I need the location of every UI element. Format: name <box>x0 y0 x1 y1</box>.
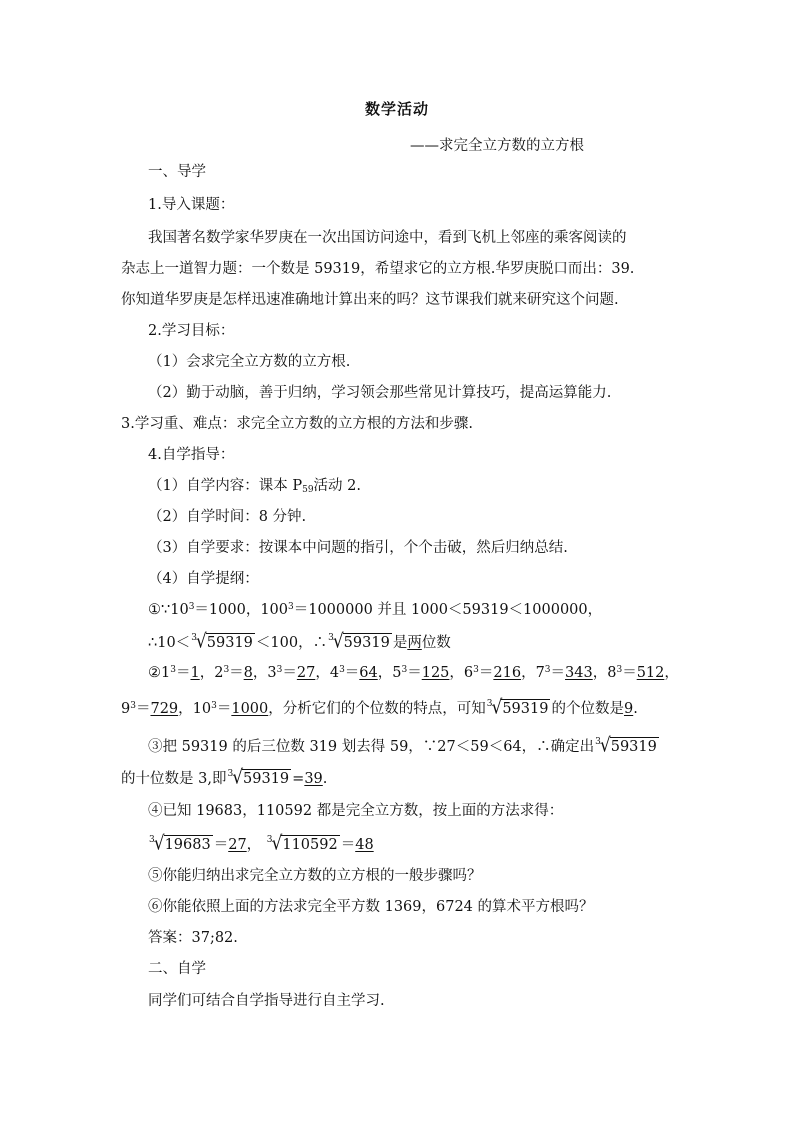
item-3-heading: 3.学习重、难点：求完全立方数的立方根的方法和步骤. <box>121 416 473 432</box>
intro-line-3: 你知道华罗庚是怎样迅速准确地计算出来的吗？这节课我们就来研究这个问题. <box>121 292 619 308</box>
question-1: $①\because 10^3=1000$，$100^3=1000000$ 并且 1000＜59319＜1000000， <box>148 602 603 618</box>
doc-title: 数学活动 <box>364 100 429 118</box>
answer-blank: 两 <box>407 635 422 651</box>
question-6: ⑥你能依照上面的方法求完全平方数 1369，6724 的算术平方根吗？ <box>148 899 594 915</box>
item-4-heading: 4.自学指导： <box>148 447 235 463</box>
question-5: ⑤你能归纳出求完全立方数的立方根的一般步骤吗？ <box>148 868 482 884</box>
cube-root-59319: $^3$√59319 <box>328 630 390 654</box>
cube-root-110592: $^3$√110592 <box>266 832 338 856</box>
self-study-line: 同学们可结合自学指导进行自主学习. <box>148 993 385 1009</box>
study-content: （1）自学内容：课本 $P_{59}$活动 2. <box>148 478 361 495</box>
cube-root-59319: $^3$√59319 <box>595 734 657 758</box>
question-2: $②1^3=1$，$2^3=8$，$3^3=27$，$4^3=64$，$5^3=125$，$6^3=216$，$7^3=343$，$8^3=512$， <box>148 665 679 681</box>
question-1-conclusion: ∴10＜$^3$√59319 ＜100，∴$^3$√59319 是两位数 <box>148 630 451 654</box>
study-outline: （4）自学提纲： <box>148 571 259 587</box>
goal-1: （1）会求完全立方数的立方根. <box>148 354 351 370</box>
question-2-continued: $9^3=729$，$10^3=1000$，分析它们的个位数的特点，可知$^3$√59319 的个位数是9. <box>121 696 638 720</box>
study-requirement: （3）自学要求：按课本中问题的指引，个个击破，然后归纳总结. <box>148 540 568 556</box>
doc-subtitle: ——求完全立方数的立方根 <box>410 138 584 154</box>
answer-line: 答案：37;82. <box>148 930 238 946</box>
section-heading-2: 二、自学 <box>148 961 206 977</box>
cube-root-59319: $^3$√59319 <box>227 766 290 790</box>
question-3-continued: 的十位数是 3,即$^3$√59319 =39. <box>121 766 328 790</box>
study-time: （2）自学时间：8 分钟. <box>148 509 307 525</box>
cube-root-59319: $^3$√59319 <box>486 696 549 720</box>
cube-root-19683: $^3$√19683 <box>149 832 211 856</box>
item-1-heading: 1.导入课题： <box>148 197 235 213</box>
item-2-heading: 2.学习目标： <box>148 323 235 339</box>
section-heading-1: 一、导学 <box>148 164 206 180</box>
question-3: ③把 59319 的后三位数 319 划去得 59，∵27＜59＜64，∴确定出$^3$√59319 <box>148 734 657 758</box>
question-4-answers: $^3$√19683 ＝27， $^3$√110592 ＝48 <box>149 832 374 856</box>
intro-line-2: 杂志上一道智力题：一个数是 59319，希望求它的立方根.华罗庚脱口而出：39. <box>121 261 635 277</box>
intro-line-1: 我国著名数学家华罗庚在一次出国访问途中，看到飞机上邻座的乘客阅读的 <box>148 230 627 246</box>
cube-root-59319: $^3$√59319 <box>191 630 253 654</box>
question-4: ④已知 19683，110592 都是完全立方数，按上面的方法求得： <box>148 803 564 819</box>
goal-2: （2）勤于动脑，善于归纳，学习领会那些常见计算技巧，提高运算能力. <box>148 385 612 401</box>
